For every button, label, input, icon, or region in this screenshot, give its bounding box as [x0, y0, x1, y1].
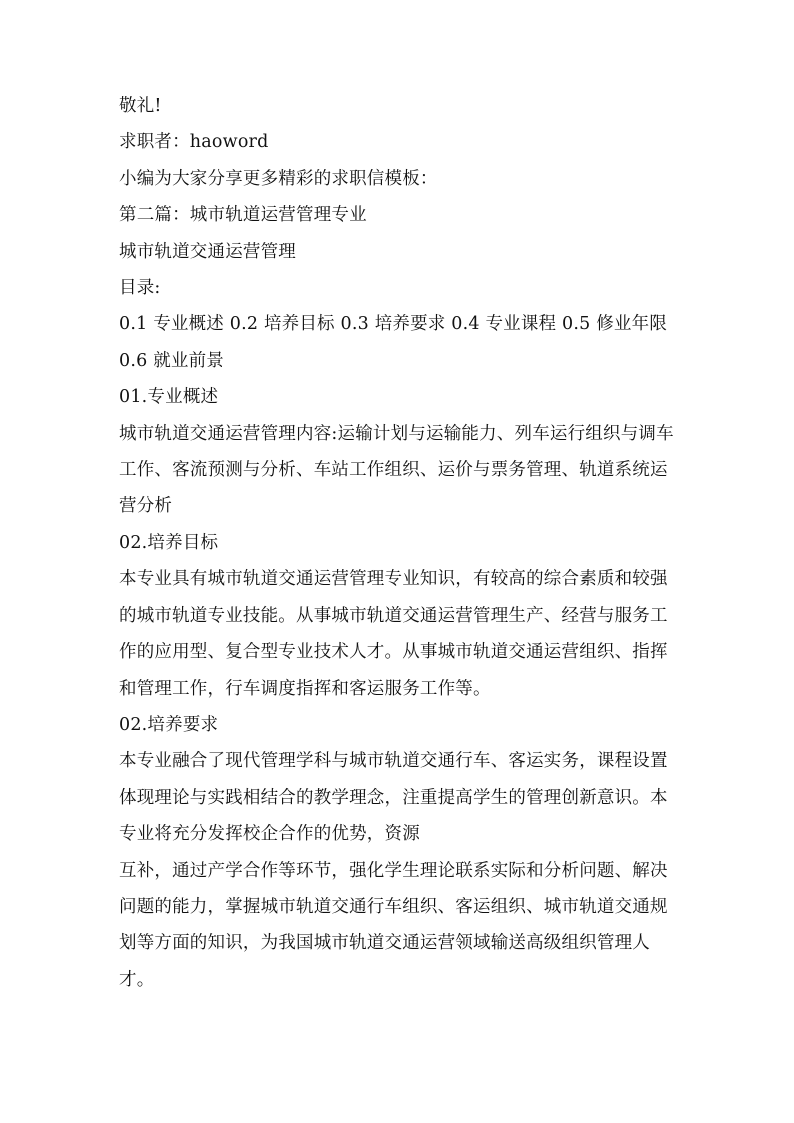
closing-salutation: 敬礼! — [119, 96, 162, 116]
overview-text: 城市轨道交通运营管理内容:运输计划与运输能力、列车运行组织与调车工作、客流预测与分析、车站工作组织、运价与票务管理、轨道系统运营分析 — [119, 423, 674, 517]
training-goal-text: 本专业具有城市轨道交通运营管理专业知识，有较高的综合素质和较强的城市轨道专业技能。从事城市轨道交通运营管理生产、经营与服务工作的应用型、复合型专业技术人才。从事城市轨道交通运营组织、指挥和管理工作，行车调度指挥和客运服务工作等。 — [119, 569, 668, 699]
document-body — [119, 88, 685, 998]
toc-items: 0.1 专业概述 0.2 培养目标 0.3 培养要求 0.4 专业课程 0.5 修业年限 0.6 就业前景 — [119, 314, 668, 371]
editor-note: 小编为大家分享更多精彩的求职信模板： — [119, 168, 438, 189]
training-requirements-text-1: 本专业融合了现代管理学科与城市轨道交通行车、客运实务，课程设置体现理论与实践相结合的教学理念，注重提高学生的管理创新意识。本专业将充分发挥校企合作的优势，资源 — [119, 751, 668, 845]
heading-training-goal: 02.培养目标 — [119, 532, 219, 553]
section-title: 第二篇：城市轨道运营管理专业 — [119, 205, 367, 226]
heading-training-requirements: 02.培养要求 — [119, 714, 219, 735]
heading-overview: 01.专业概述 — [119, 387, 219, 408]
toc-heading: 目录: — [119, 278, 161, 299]
major-title: 城市轨道交通运营管理 — [119, 241, 296, 262]
training-requirements-text-2: 互补，通过产学合作等环节，强化学生理论联系实际和分析问题、解决问题的能力，掌握城市轨道交通行车组织、客运组织、城市轨道交通规划等方面的知识，为我国城市轨道交通运营领域输送高级组织管理人才。 — [119, 860, 668, 990]
applicant-signature: 求职者：haoword — [119, 132, 269, 153]
